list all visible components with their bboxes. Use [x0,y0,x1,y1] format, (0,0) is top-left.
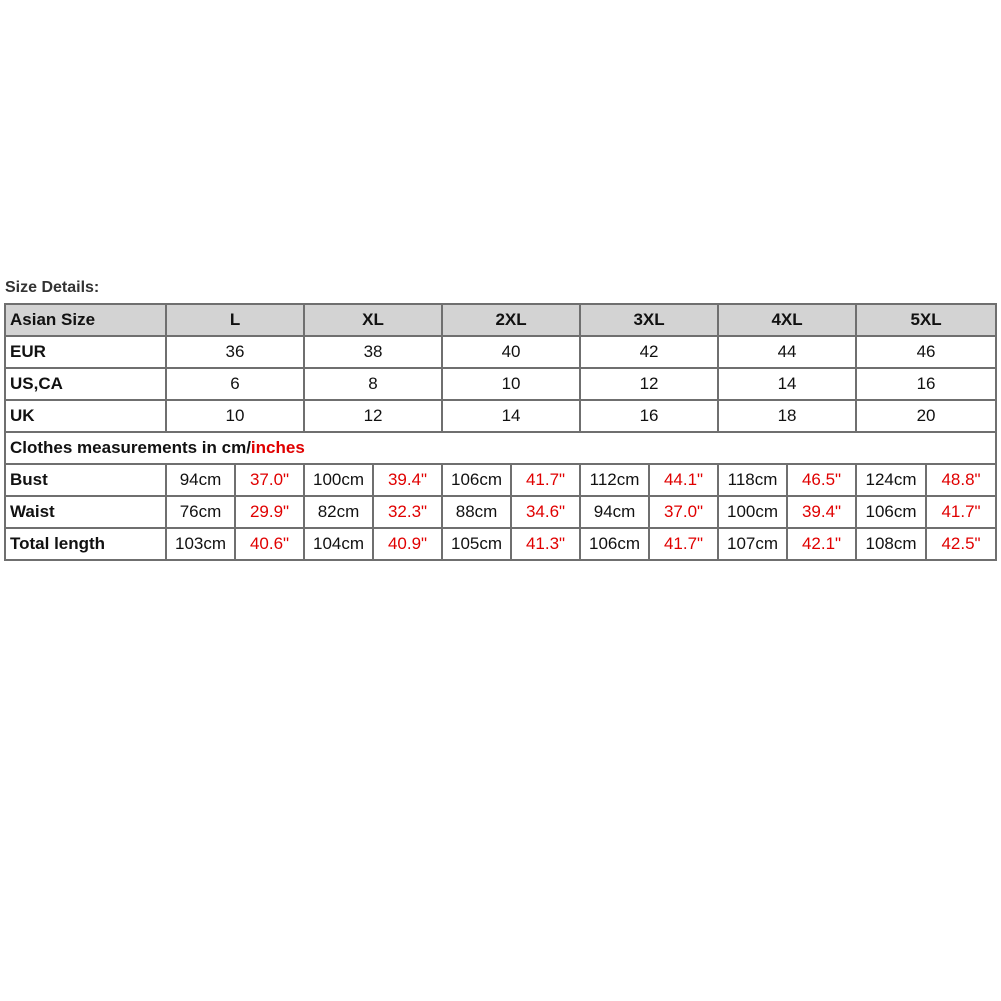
bust-cm-value: 112cm [580,464,649,496]
bust-cm-value: 124cm [856,464,926,496]
bust-inch-value: 44.1" [649,464,718,496]
bust-inch-value: 37.0" [235,464,304,496]
bust-cm-value: 118cm [718,464,787,496]
length-cm-value: 107cm [718,528,787,560]
bust-inch-value: 41.7" [511,464,580,496]
us-ca-value: 10 [442,368,580,400]
length-inch-value: 40.6" [235,528,304,560]
eur-value: 42 [580,336,718,368]
bust-inch-value: 46.5" [787,464,856,496]
length-inch-value: 41.3" [511,528,580,560]
us-ca-row [5,368,996,400]
size-header-cell: 5XL [856,304,996,336]
bust-inch-value: 48.8" [926,464,996,496]
length-cm-value: 104cm [304,528,373,560]
eur-value: 46 [856,336,996,368]
eur-value: 40 [442,336,580,368]
waist-inch-value: 39.4" [787,496,856,528]
uk-label: UK [5,400,166,432]
size-header-cell: 2XL [442,304,580,336]
measurements-heading-highlight: inches [250,438,305,457]
waist-cm-value: 82cm [304,496,373,528]
eur-value: 44 [718,336,856,368]
length-inch-value: 41.7" [649,528,718,560]
us-ca-value: 12 [580,368,718,400]
measurements-heading [5,432,996,464]
size-chart-table [4,303,997,561]
uk-value: 20 [856,400,996,432]
length-inch-value: 40.9" [373,528,442,560]
size-header-cell: 4XL [718,304,856,336]
length-cm-value: 105cm [442,528,511,560]
us-ca-value: 16 [856,368,996,400]
asian-size-row [5,304,996,336]
uk-row [5,400,996,432]
waist-cm-value: 100cm [718,496,787,528]
uk-value: 14 [442,400,580,432]
waist-cm-value: 88cm [442,496,511,528]
waist-inch-value: 34.6" [511,496,580,528]
size-header-cell: XL [304,304,442,336]
uk-value: 16 [580,400,718,432]
waist-cm-value: 94cm [580,496,649,528]
waist-inch-value: 32.3" [373,496,442,528]
length-inch-value: 42.5" [926,528,996,560]
eur-row [5,336,996,368]
eur-label: EUR [5,336,166,368]
us-ca-value: 14 [718,368,856,400]
bust-cm-value: 106cm [442,464,511,496]
waist-cm-value: 76cm [166,496,235,528]
measurements-heading-row [5,432,996,464]
eur-value: 36 [166,336,304,368]
bust-cm-value: 100cm [304,464,373,496]
length-inch-value: 42.1" [787,528,856,560]
bust-inch-value: 39.4" [373,464,442,496]
length-cm-value: 103cm [166,528,235,560]
length-cm-value: 106cm [580,528,649,560]
size-header-cell: L [166,304,304,336]
waist-cm-value: 106cm [856,496,926,528]
us-ca-value: 8 [304,368,442,400]
waist-label: Waist [5,496,166,528]
bust-cm-value: 94cm [166,464,235,496]
waist-inch-value: 37.0" [649,496,718,528]
waist-inch-value: 41.7" [926,496,996,528]
measurements-heading-prefix: Clothes measurements in cm/ [10,438,251,457]
waist-inch-value: 29.9" [235,496,304,528]
uk-value: 18 [718,400,856,432]
bust-row [5,464,996,496]
uk-value: 12 [304,400,442,432]
eur-value: 38 [304,336,442,368]
us-ca-label: US,CA [5,368,166,400]
size-header-cell: 3XL [580,304,718,336]
uk-value: 10 [166,400,304,432]
length-cm-value: 108cm [856,528,926,560]
bust-label: Bust [5,464,166,496]
total-length-label: Total length [5,528,166,560]
waist-row [5,496,996,528]
asian-size-label: Asian Size [5,304,166,336]
total-length-row [5,528,996,560]
size-details-caption: Size Details: [5,279,100,296]
us-ca-value: 6 [166,368,304,400]
